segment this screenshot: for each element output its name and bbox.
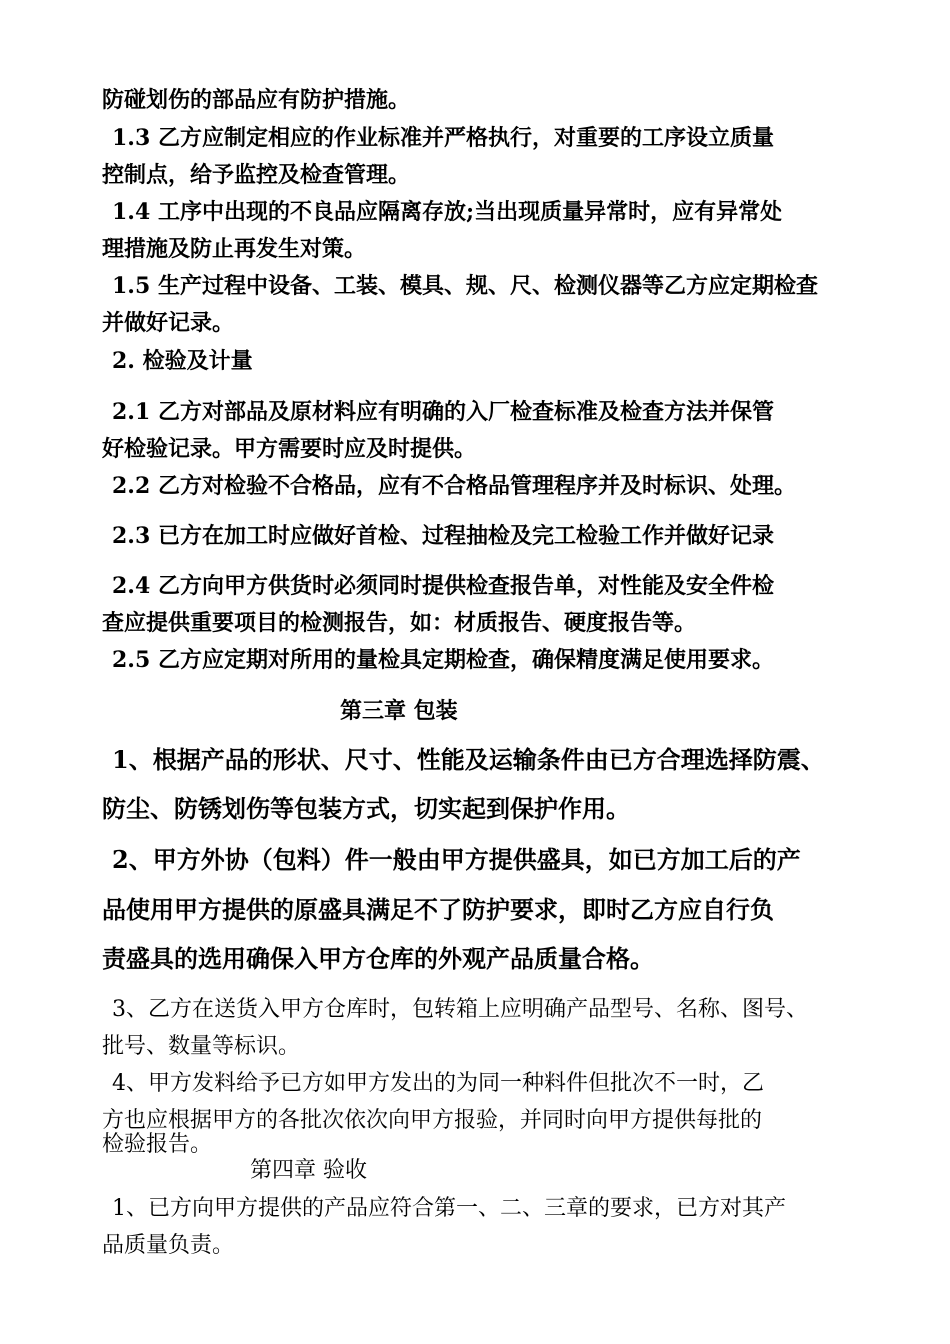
item-number: 1.5 — [112, 273, 151, 299]
chapter-3-p1-line-1: 1、根据产品的形状、尺寸、性能及运输条件由已方合理选择防震、 — [112, 745, 825, 774]
item-text: 乙方对部品及原材料应有明确的入厂检查标准及检查方法并保管 — [150, 399, 774, 425]
chapter-3-p2-line-1: 2、甲方外协（包料）件一般由甲方提供盛具，如已方加工后的产 — [112, 845, 801, 874]
chapter-3-p1-line-2: 防尘、防锈划伤等包装方式，切实起到保护作用。 — [102, 794, 630, 823]
item-text: 已方在加工时应做好首检、过程抽检及完工检验工作并做好记录 — [150, 523, 774, 549]
paragraph-line: 防碰划伤的部品应有防护措施。 — [102, 87, 411, 113]
item-number: 2.1 — [112, 399, 151, 425]
item-2-4-line-1 — [112, 572, 774, 600]
item-2-2-line-1 — [112, 472, 796, 500]
item-1-5-line-1 — [112, 272, 818, 300]
item-number: 2.2 — [112, 473, 151, 499]
item-text: 乙方向甲方供货时必须同时提供检查报告单，对性能及安全件检 — [150, 573, 774, 599]
item-1-4-line-1 — [112, 198, 782, 226]
item-1-3-line-2: 控制点，给予监控及检查管理。 — [102, 162, 411, 188]
item-1-3-line-1 — [112, 124, 774, 152]
chapter-4-title: 第四章 验收 — [250, 1158, 367, 1183]
item-number: 2.5 — [112, 647, 151, 673]
item-1-4-line-2: 理措施及防止再发生对策。 — [102, 236, 367, 262]
item-number: 2.3 — [112, 523, 151, 549]
item-1-5-line-2: 并做好记录。 — [102, 310, 235, 336]
item-2-1-line-2: 好检验记录。甲方需要时应及时提供。 — [102, 436, 477, 462]
chapter-3-p2-line-2: 品使用甲方提供的原盛具满足不了防护要求，即时乙方应自行负 — [102, 895, 774, 924]
item-2-1-line-1 — [112, 398, 774, 426]
chapter-3-title: 第三章 包装 — [340, 698, 458, 724]
chapter-3-p4-line-1: 4、甲方发料给予已方如甲方发出的为同一种料件但批次不一时，乙 — [112, 1071, 764, 1096]
chapter-4-p1-line-2: 品质量负责。 — [102, 1233, 235, 1258]
chapter-3-p2-line-3: 责盛具的选用确保入甲方仓库的外观产品质量合格。 — [102, 944, 654, 973]
item-number: 2.4 — [112, 573, 151, 599]
chapter-3-p4-line-2: 方也应根据甲方的各批次依次向甲方报验，并同时向甲方提供每批的 — [102, 1108, 763, 1133]
item-text: 乙方对检验不合格品，应有不合格品管理程序并及时标识、处理。 — [150, 473, 796, 499]
chapter-4-p1-line-1: 1、已方向甲方提供的产品应符合第一、二、三章的要求，已方对其产 — [112, 1196, 786, 1221]
item-2-4-line-2: 查应提供重要项目的检测报告，如：材质报告、硬度报告等。 — [102, 610, 697, 636]
item-number: 1.4 — [112, 199, 151, 225]
chapter-3-p3-line-2: 批号、数量等标识。 — [102, 1034, 301, 1059]
item-text: 生产过程中设备、工装、模具、规、尺、检测仪器等乙方应定期检查 — [150, 273, 818, 299]
item-2-5-line-1 — [112, 646, 774, 674]
section-2-title: 2. 检验及计量 — [112, 348, 253, 374]
item-text: 乙方应制定相应的作业标准并严格执行，对重要的工序设立质量 — [150, 125, 774, 151]
chapter-3-p4-line-3: 检验报告。 — [102, 1132, 213, 1157]
item-2-3-line-1 — [112, 522, 774, 550]
item-text: 工序中出现的不良品应隔离存放;当出现质量异常时，应有异常处 — [150, 199, 783, 225]
item-text: 乙方应定期对所用的量检具定期检查，确保精度满足使用要求。 — [150, 647, 774, 673]
chapter-3-p3-line-1: 3、乙方在送货入甲方仓库时，包转箱上应明确产品型号、名称、图号、 — [112, 997, 808, 1022]
item-number: 1.3 — [112, 125, 151, 151]
